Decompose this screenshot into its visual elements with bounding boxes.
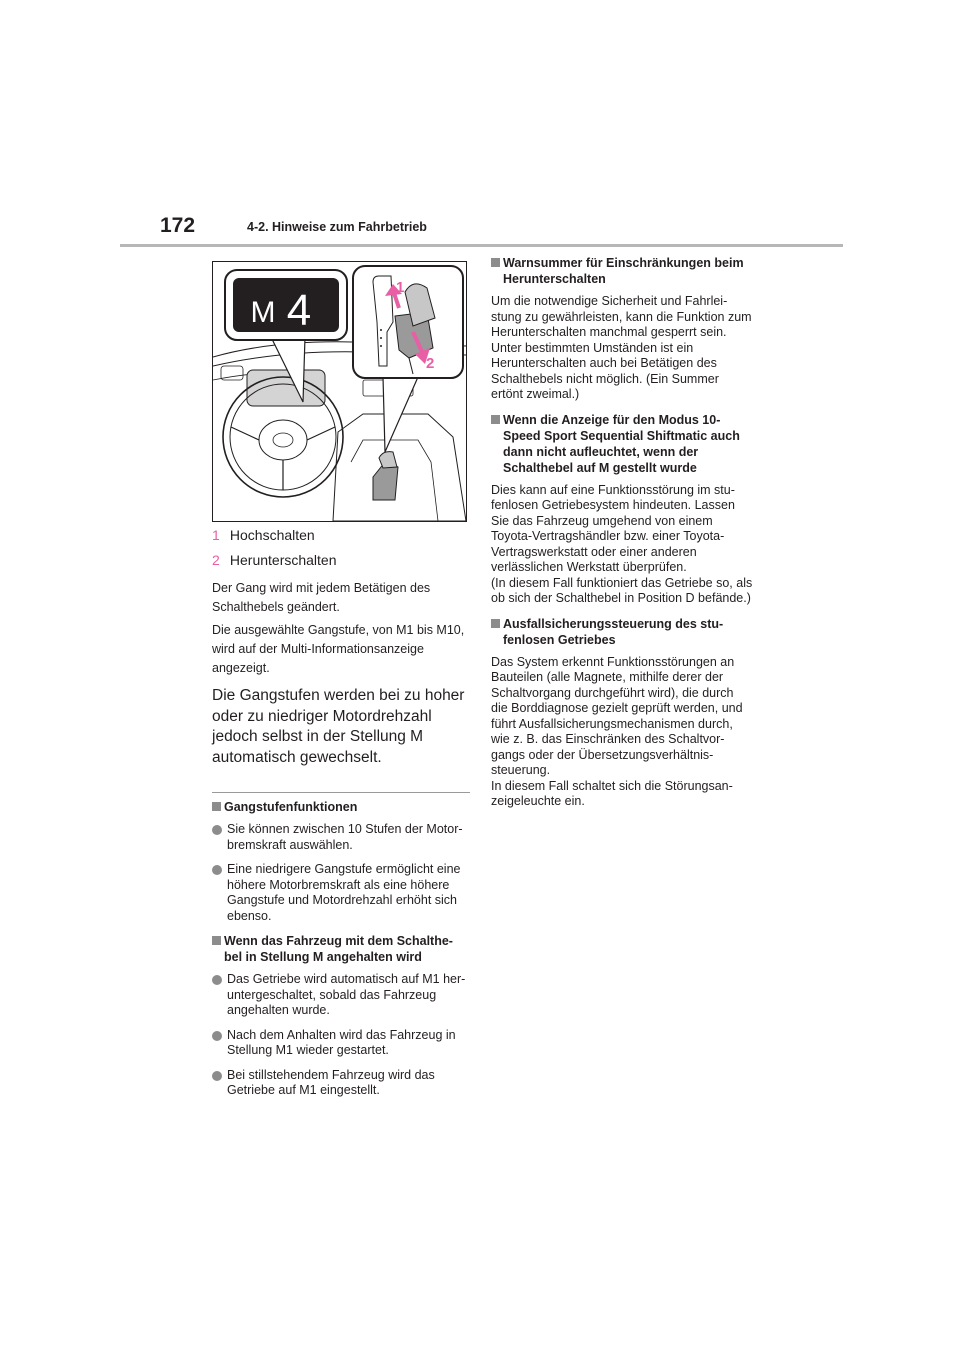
paragraph-emphasis: Die Gangstufen werden bei zu hoher oder zu niedriger Motordrehzahl jedoch selbst in der Stellung M automatisch gewechselt.: [212, 687, 465, 766]
list-item: Bei stillstehendem Fahrzeug wird das Getriebe auf M1 eingestellt.: [212, 1068, 470, 1099]
paragraph: Dies kann auf eine Funktionsstörung im stu-fenlosen Getriebesystem hindeuten. Lassen Sie das Fahrzeug umgehend von einem Toyota-Vertragshändler bzw. einer Toyota-Vertragswerkstatt oder einer anderen verlässlichen Werkstatt überprüfen. (In diesem Fall funktioniert das Getriebe so, als ob sich der Schalthebel in Position D befände.): [491, 482, 753, 605]
bullet-dot-icon: [212, 1071, 222, 1081]
section-heading: Warnsummer für Einschränkungen beim Herunterschalten: [491, 255, 753, 287]
heading-square-icon: [491, 619, 500, 628]
paragraph: Die ausgewählte Gangstufe, von M1 bis M10, wird auf der Multi-Informationsanzeige angezeigt.: [212, 623, 465, 675]
section-divider: [212, 792, 470, 793]
callout-number-1: 1: [396, 279, 405, 296]
list-item: Sie können zwischen 10 Stufen der Motor-bremskraft auswählen.: [212, 822, 470, 853]
display-letter: M: [250, 296, 276, 329]
label-downshift: [212, 551, 470, 569]
bullet-dot-icon: [212, 1031, 222, 1041]
callout-number-2: 2: [426, 355, 435, 372]
section-heading: Wenn die Anzeige für den Modus 10-Speed Sport Sequential Shiftmatic auch dann nicht aufleuchtet, wenn der Schalthebel auf M gestellt wurde: [491, 412, 753, 476]
bullet-dot-icon: [212, 865, 222, 875]
label-number: 2: [212, 552, 220, 568]
section-heading: Ausfallsicherungssteuerung des stu-fenlosen Getriebes: [491, 616, 753, 648]
heading-square-icon: [491, 415, 500, 424]
header-rule: [120, 244, 843, 247]
list-item: Nach dem Anhalten wird das Fahrzeug in Stellung M1 wieder gestartet.: [212, 1028, 470, 1059]
shift-lever-illustration: [212, 261, 467, 522]
heading-square-icon: [491, 258, 500, 267]
paragraph: Um die notwendige Sicherheit und Fahrlei-stung zu gewährleisten, kann die Funktion zum Herunterschalten manchmal gesperrt sein. Unter bestimmten Umständen ist ein Herunterschalten auch bei Betätigen des Schalthebels nicht möglich. (Ein Summer ertönt zweimal.): [491, 294, 752, 401]
label-upshift: [212, 526, 470, 544]
bullet-dot-icon: [212, 825, 222, 835]
label-number: 1: [212, 527, 220, 543]
heading-square-icon: [212, 802, 221, 811]
section-title: 4-2. Hinweise zum Fahrbetrieb: [247, 220, 427, 234]
display-digit: 4: [286, 286, 312, 335]
page-number: 172: [160, 214, 196, 237]
list-item: Das Getriebe wird automatisch auf M1 her-untergeschaltet, sobald das Fahrzeug angehalten wurde.: [212, 972, 470, 1019]
paragraph: Das System erkennt Funktionsstörungen an Bauteilen (alle Magnete, mithilfe derer der Schaltvorgang durchgeführt wird), die durch die Borddiagnose gezielt geprüft werden, und führt Ausfallsicherungsmechanismen durch, wie z. B. das Einschränken des Schaltvor-gangs oder der Übersetzungsverhältnis-steuerung. In diesem Fall schaltet sich die Störungsan-zeigeleuchte ein.: [491, 654, 743, 808]
label-text: Hochschalten: [229, 527, 315, 543]
section-heading: Gangstufenfunktionen: [212, 799, 470, 815]
paragraph: Der Gang wird mit jedem Betätigen des Schalthebels geändert.: [212, 581, 431, 614]
list-item: Eine niedrigere Gangstufe ermöglicht eine höhere Motorbremskraft als eine höhere Gangstufe und Motordrehzahl erhöht sich ebenso.: [212, 862, 470, 924]
bullet-dot-icon: [212, 975, 222, 985]
label-text: Herunterschalten: [229, 552, 337, 568]
right-column: [491, 255, 753, 819]
section-heading: Wenn das Fahrzeug mit dem Schalthe-bel in Stellung M angehalten wird: [212, 933, 470, 965]
heading-square-icon: [212, 936, 221, 945]
left-column: [212, 526, 470, 1108]
